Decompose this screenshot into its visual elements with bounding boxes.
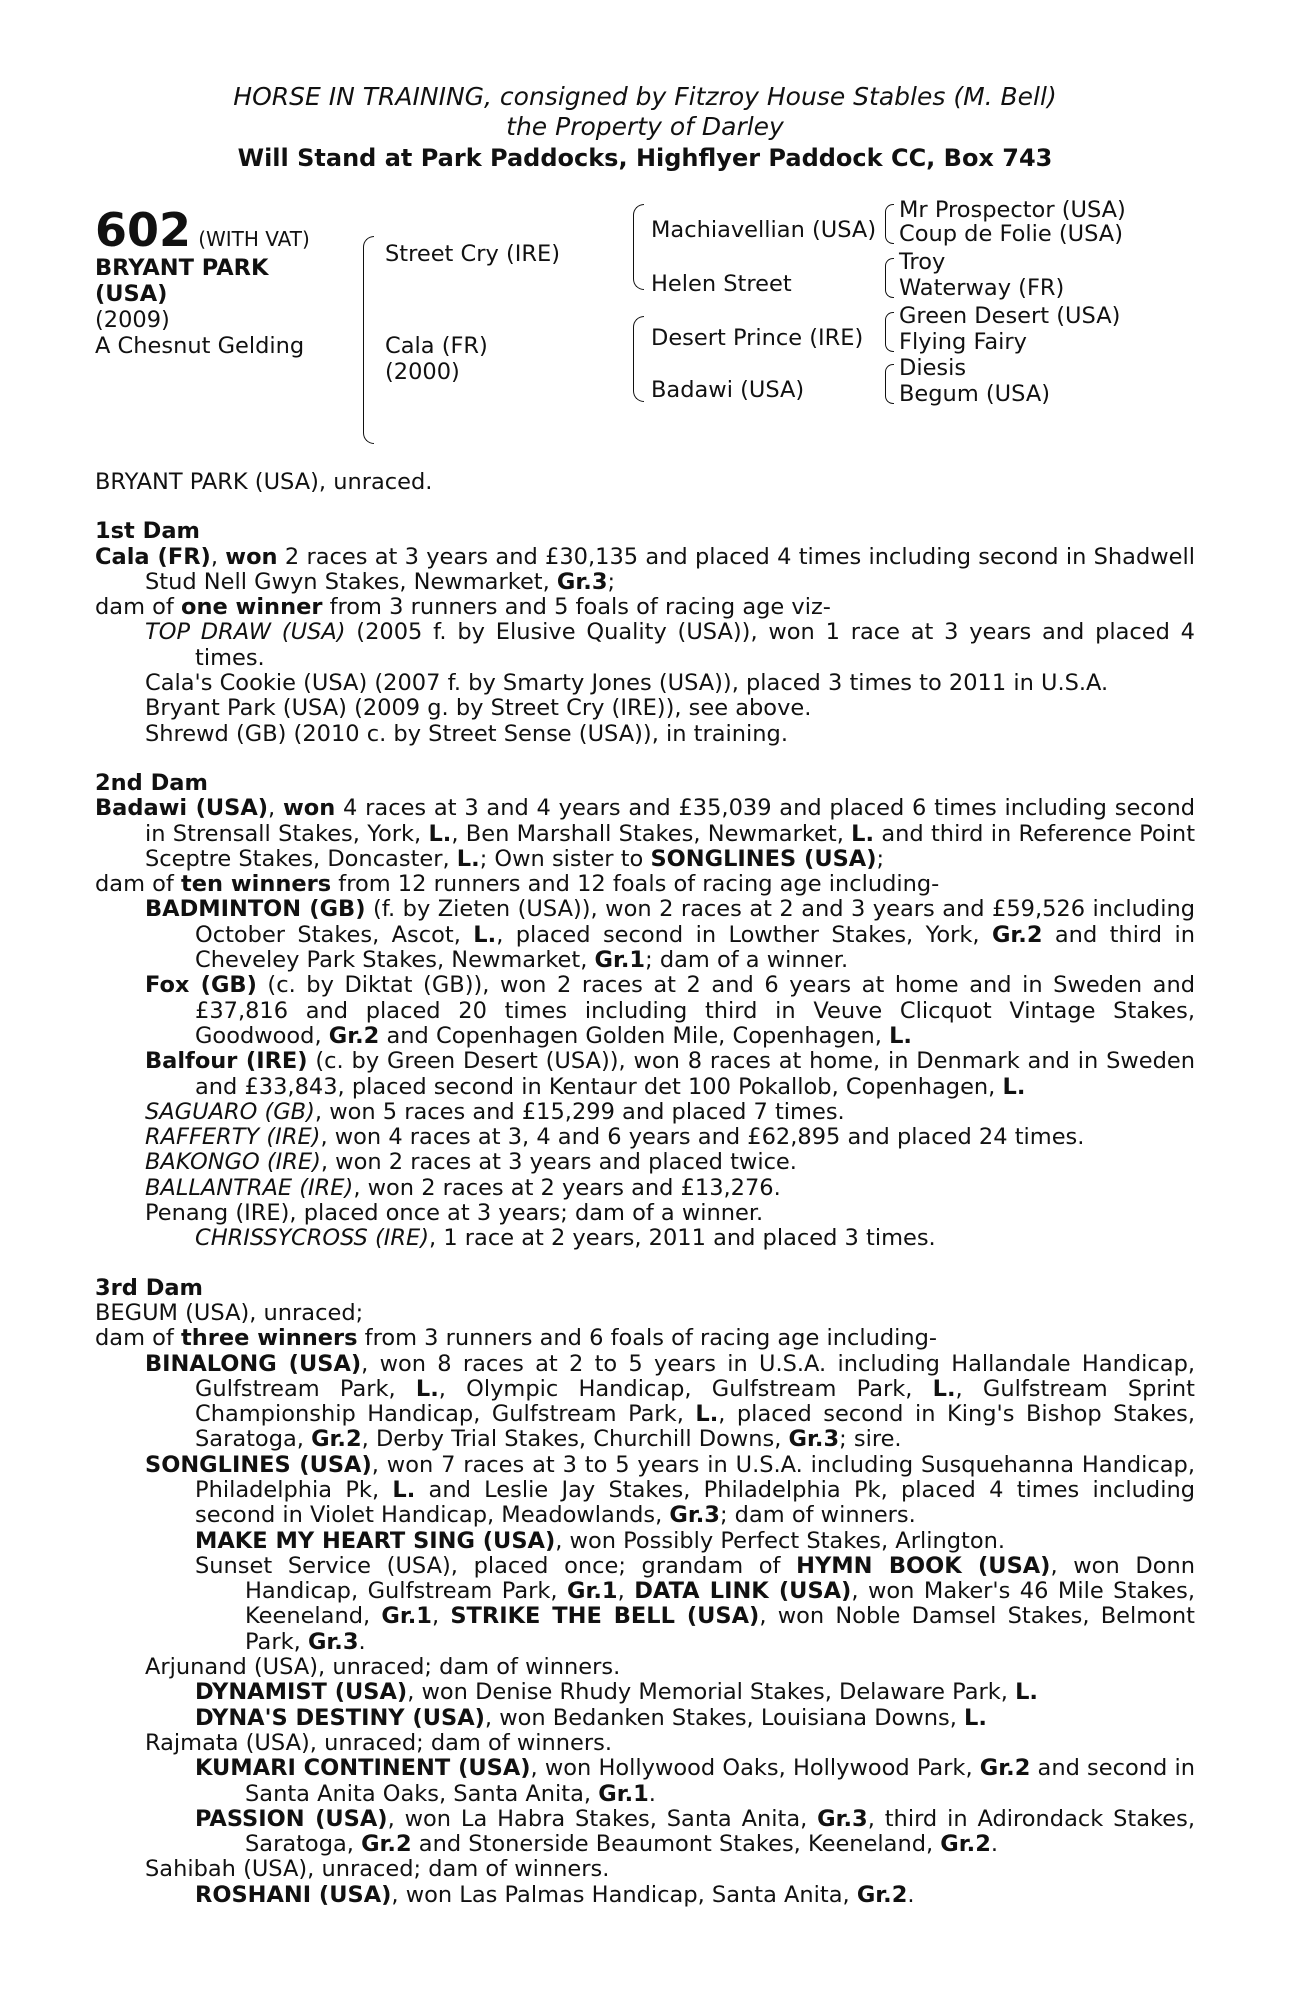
- dam-sire-dam: Flying Fairy: [899, 329, 1027, 355]
- text: .: [648, 1780, 656, 1807]
- produce-name: BALLANTRAE (IRE): [145, 1174, 354, 1201]
- text: , won La Habra Stakes, Santa Anita,: [387, 1805, 818, 1832]
- produce-name: CHRISSYCROSS (IRE): [195, 1225, 430, 1252]
- produce-name: BAKONGO (IRE): [145, 1149, 321, 1176]
- grade: Gr.1: [594, 947, 646, 974]
- produce-entry: [95, 1706, 1195, 1731]
- text: , won Maker's 46 Mile Stakes, Keeneland,: [245, 1578, 1195, 1630]
- text: and third in Cheveley Park Stakes, Newmarket,: [195, 921, 1195, 974]
- produce-entry: [95, 1352, 1195, 1453]
- dam-year: (2000): [385, 359, 460, 385]
- produce-entry: [95, 1554, 1195, 1655]
- produce-name: HYMN BOOK (USA): [796, 1552, 1051, 1579]
- grade: Gr.2: [311, 1426, 362, 1453]
- grade: Gr.2: [940, 1831, 991, 1858]
- listed: L.: [851, 820, 875, 847]
- produce-entry: [95, 1125, 1195, 1150]
- second-dam-record: Badawi (USA), won 4 races at 3 and 4 years and £35,039 and placed 6 times including second in Strensall Stakes, York, L., Ben Marshall Stakes, Newmarket, L. and third in Reference Point Sceptre Stakes, Doncaster, L.; Own sister to SONGLINES (USA);: [95, 795, 1196, 872]
- listed: L.: [1002, 1073, 1026, 1100]
- dam-line-bracket: [633, 316, 644, 402]
- produce-entry: [95, 1150, 1195, 1175]
- text: ; dam of a winner.: [645, 947, 849, 974]
- third-dam-title: 3rd Dam: [95, 1274, 203, 1301]
- text: (c. by Green Desert (USA)), won 8 races at home, in Denmark and in Sweden and £33,843, placed second in Kentaur det 100 Pokallob, Copenhagen,: [195, 1048, 1195, 1100]
- produce-name: Fox (GB): [145, 972, 257, 999]
- produce-entry: Shrewd (GB) (2010 c. by Street Sense (USA)), in training.: [145, 720, 788, 747]
- produce-entry: [95, 1049, 1195, 1100]
- sire-name: Street Cry (IRE): [385, 241, 560, 267]
- text: ; sire.: [839, 1426, 902, 1453]
- text: from 12 runners and 12 foals of racing age including-: [331, 871, 940, 898]
- text: and Stonerside Beaumont Stakes, Keeneland,: [411, 1831, 941, 1858]
- grade: Gr.1: [567, 1578, 618, 1605]
- text: , placed second in King's Bishop Stakes, Saratoga,: [195, 1401, 1195, 1453]
- dam-sire-sire: Green Desert (USA): [899, 303, 1121, 329]
- grade: Gr.3: [307, 1628, 359, 1655]
- text: and Leslie Jay Stakes, Philadelphia Pk, placed 4 times including second in Violet Handicap, Meadowlands,: [195, 1476, 1195, 1529]
- produce-name: DATA LINK (USA): [634, 1578, 852, 1605]
- produce-name: KUMARI CONTINENT (USA): [195, 1755, 531, 1782]
- produce-entry: Bryant Park (USA) (2009 g. by Street Cry (IRE)), see above.: [145, 695, 812, 722]
- produce-name: DYNA'S DESTINY (USA): [195, 1704, 485, 1731]
- text: ;: [876, 845, 885, 872]
- text: (2005 f. by Elusive Quality (USA)), won 1 race at 3 years and placed 4 times.: [195, 619, 1195, 671]
- text: , Gulfstream Sprint Championship Handicap, Gulfstream Park,: [195, 1375, 1195, 1428]
- produce-entry: [95, 1807, 1195, 1858]
- produce-entry: Rajmata (USA), unraced; dam of winners.: [145, 1729, 612, 1756]
- grade: Gr.3: [669, 1502, 720, 1529]
- dam-dam: Badawi (USA): [651, 377, 805, 403]
- produce-name: MAKE MY HEART SING (USA): [195, 1527, 556, 1554]
- first-dam-produce-summary: [95, 595, 1195, 620]
- horse-year: (2009): [95, 307, 170, 333]
- text: , won Possibly Perfect Stakes, Arlington.: [555, 1527, 1005, 1554]
- ggp-bracket-4: [885, 364, 894, 404]
- text: 2 races at 3 years and £30,135 and placed 4 times including second in Shadwell Stud Nell Gwyn Stakes, Newmarket,: [145, 543, 1195, 595]
- listed: L.: [428, 820, 452, 847]
- text: , Ben Marshall Stakes, Newmarket,: [451, 820, 852, 847]
- produce-entry: [95, 1100, 1195, 1125]
- grade: Gr.1: [598, 1780, 649, 1807]
- produce-entry: [95, 1529, 1195, 1554]
- sire-dam-sire: Troy: [899, 249, 946, 275]
- lot-number: 602: [95, 203, 192, 257]
- sire-sire-dam: Coup de Folie (USA): [899, 221, 1123, 247]
- produce-entry: Penang (IRE), placed once at 3 years; dam of a winner.: [145, 1200, 764, 1227]
- text: ;: [607, 568, 616, 595]
- first-dam-record: Cala (FR), won 2 races at 3 years and £30,135 and placed 4 times including second in Shadwell Stud Nell Gwyn Stakes, Newmarket, Gr.3;: [95, 543, 1195, 595]
- produce-name: STRIKE THE BELL (USA): [450, 1603, 760, 1630]
- grade: Gr.2: [361, 1831, 412, 1858]
- grade: Gr.2: [979, 1755, 1031, 1782]
- listed: L.: [473, 921, 497, 948]
- produce-name: RAFFERTY (IRE): [145, 1124, 321, 1151]
- first-dam-name: Cala (FR): [95, 543, 211, 570]
- winners-count: one winner: [180, 594, 323, 621]
- dam-sire: Desert Prince (IRE): [651, 325, 864, 351]
- produce-name: BADMINTON (GB): [145, 896, 366, 923]
- text: , Olympic Handicap, Gulfstream Park,: [438, 1375, 933, 1402]
- produce-entry: [95, 1226, 1195, 1251]
- text: , Derby Trial Stakes, Churchill Downs,: [361, 1426, 789, 1453]
- sire-line-bracket: [633, 204, 644, 290]
- text: , won Denise Rhudy Memorial Stakes, Delaware Park,: [407, 1679, 1016, 1706]
- ggp-bracket-1: [885, 204, 894, 244]
- vat-note: (WITH VAT): [198, 227, 310, 251]
- second-dam-title: 2nd Dam: [95, 769, 208, 796]
- sister-name: SONGLINES (USA): [650, 845, 877, 872]
- grade: Gr.2: [991, 921, 1043, 948]
- text: 4 races at 3 and 4 years and £35,039 and placed 6 times including second in Strensall Stakes, York,: [145, 795, 1195, 847]
- race-record: BRYANT PARK (USA), unraced.: [95, 469, 433, 495]
- text: ; Own sister to: [479, 845, 651, 872]
- horse-description: A Chesnut Gelding: [95, 333, 305, 359]
- text: , won Noble Damsel Stakes, Belmont Park,: [245, 1603, 1195, 1655]
- text: , won 8 races at 2 to 5 years in U.S.A. including Hallandale Handicap, Gulfstream Park,: [195, 1350, 1196, 1402]
- grade: Gr.3: [556, 568, 608, 595]
- text: , won 7 races at 3 to 5 years in U.S.A. including Susquehanna Handicap, Philadelphia Pk,: [195, 1451, 1195, 1503]
- text: ; dam of winners.: [719, 1502, 916, 1529]
- dam-dam-sire: Diesis: [899, 355, 967, 381]
- text: from 3 runners and 5 foals of racing age viz-: [322, 594, 831, 621]
- grade: Gr.2: [856, 1881, 908, 1908]
- text: Sunset Service (USA), placed once; grandam of: [195, 1552, 797, 1579]
- ggp-bracket-3: [885, 312, 894, 352]
- header-consignor: HORSE IN TRAINING, consigned by Fitzroy House Stables (M. Bell): [233, 82, 1057, 111]
- third-dam-produce-summary: [95, 1326, 1195, 1351]
- produce-entry: Arjunand (USA), unraced; dam of winners.: [145, 1654, 621, 1681]
- text: , placed second in Lowther Stakes, York,: [496, 921, 992, 948]
- text: (f. by Zieten (USA)), won 2 races at 2 and 3 years and £59,526 including October Stakes, Ascot,: [195, 896, 1195, 948]
- text: dam of: [95, 1325, 181, 1352]
- produce-name: BINALONG (USA): [145, 1350, 362, 1377]
- text: .: [990, 1831, 999, 1858]
- produce-entry: [95, 897, 1195, 973]
- produce-name: ROSHANI (USA): [195, 1881, 392, 1908]
- sire-sire: Machiavellian (USA): [651, 217, 877, 243]
- dam-dam-dam: Begum (USA): [899, 381, 1051, 407]
- produce-name: Balfour (IRE): [145, 1048, 308, 1075]
- text: dam of: [95, 871, 181, 898]
- header-property: the Property of Darley: [506, 112, 784, 141]
- won-label: won: [225, 543, 278, 570]
- lot-number-line: [95, 203, 310, 257]
- text: ,: [431, 1603, 451, 1630]
- listed: L.: [964, 1704, 987, 1731]
- text: .: [907, 1881, 915, 1908]
- text: , won 5 races and £15,299 and placed 7 times.: [314, 1098, 845, 1125]
- produce-entry: Sahibah (USA), unraced; dam of winners.: [145, 1856, 610, 1883]
- pedigree-table: [95, 198, 1195, 448]
- listed: L.: [695, 1401, 719, 1428]
- winners-count: three winners: [180, 1325, 358, 1352]
- header-location: Will Stand at Park Paddocks, Highflyer Paddock CC, Box 743: [237, 144, 1053, 172]
- text: , 1 race at 2 years, 2011 and placed 3 times.: [429, 1225, 936, 1252]
- horse-name: BRYANT PARK: [95, 255, 269, 281]
- produce-entry: [95, 620, 1195, 671]
- horse-country: (USA): [95, 281, 168, 307]
- produce-entry: [95, 1176, 1195, 1201]
- grade: Gr.3: [817, 1805, 868, 1832]
- listed: L.: [415, 1375, 439, 1402]
- third-dam-record: BEGUM (USA), unraced;: [95, 1299, 364, 1326]
- sire-dam-bracket: [363, 236, 374, 444]
- sire-dam-dam: Waterway (FR): [899, 275, 1065, 301]
- text: , won 2 races at 2 years and £13,276.: [353, 1174, 781, 1201]
- produce-entry: [95, 973, 1195, 1049]
- text: dam of: [95, 594, 181, 621]
- listed: L.: [932, 1375, 956, 1402]
- text: , won Donn Handicap, Gulfstream Park,: [245, 1552, 1195, 1605]
- produce-entry: [95, 1756, 1195, 1807]
- grade: Gr.2: [328, 1022, 380, 1049]
- won-label: won: [283, 795, 336, 822]
- text: ,: [617, 1578, 635, 1605]
- winners-count: ten winners: [180, 871, 332, 898]
- produce-entry: [95, 1680, 1195, 1705]
- listed: L.: [889, 1022, 912, 1049]
- second-dam-name: Badawi (USA): [95, 795, 269, 822]
- sire-sire-sire: Mr Prospector (USA): [899, 197, 1126, 223]
- text: and second in Santa Anita Oaks, Santa Anita,: [245, 1755, 1195, 1807]
- dam-name: Cala (FR): [385, 333, 488, 359]
- sire-dam: Helen Street: [651, 271, 792, 297]
- catalogue-page: [95, 82, 1195, 1908]
- listed: L.: [392, 1476, 416, 1503]
- header: [95, 82, 1195, 174]
- listed: L.: [456, 845, 480, 872]
- produce-name: SAGUARO (GB): [145, 1098, 315, 1125]
- text: , won 4 races at 3, 4 and 6 years and £62,895 and placed 24 times.: [320, 1124, 1085, 1151]
- text: and Copenhagen Golden Mile, Copenhagen,: [379, 1022, 890, 1049]
- text: , won Las Palmas Handicap, Santa Anita,: [391, 1881, 857, 1908]
- listed: L.: [1015, 1679, 1038, 1706]
- grade: Gr.3: [788, 1426, 840, 1453]
- text: , won 2 races at 3 years and placed twice.: [320, 1149, 797, 1176]
- text: .: [358, 1628, 366, 1655]
- produce-entry: [95, 1453, 1195, 1529]
- text: (c. by Diktat (GB)), won 2 races at 2 and 6 years at home and in Sweden and £37,816 and placed 20 times including third in Veuve Clicquot Vintage Stakes, Goodwood,: [195, 972, 1195, 1049]
- produce-entry: [95, 1883, 1195, 1908]
- second-dam-produce-summary: [95, 872, 1195, 897]
- produce-name: SONGLINES (USA): [145, 1451, 372, 1478]
- text: , third in Adirondack Stakes, Saratoga,: [245, 1805, 1195, 1858]
- first-dam-title: 1st Dam: [95, 518, 200, 545]
- text: from 3 runners and 6 foals of racing age including-: [357, 1325, 938, 1352]
- grade: Gr.1: [381, 1603, 432, 1630]
- produce-name: TOP DRAW (USA): [145, 619, 346, 646]
- produce-name: DYNAMIST (USA): [195, 1679, 408, 1706]
- text: , won Bedanken Stakes, Louisiana Downs,: [484, 1704, 965, 1731]
- text: , won Hollywood Oaks, Hollywood Park,: [530, 1755, 980, 1782]
- produce-entry: Cala's Cookie (USA) (2007 f. by Smarty Jones (USA)), placed 3 times to 2011 in U.S.A.: [145, 670, 1109, 697]
- text: and third in Reference Point Sceptre Stakes, Doncaster,: [145, 820, 1196, 872]
- produce-name: PASSION (USA): [195, 1805, 388, 1832]
- ggp-bracket-2: [885, 258, 894, 298]
